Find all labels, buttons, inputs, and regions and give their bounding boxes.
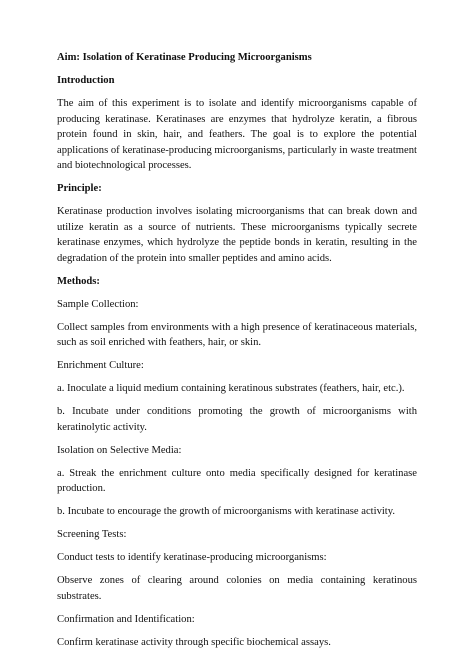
isolation-step-a: a. Streak the enrichment culture onto media specifically designed for keratinase production. <box>57 467 417 494</box>
isolation-step-b: b. Incubate to encourage the growth of microorganisms with keratinase activity. <box>57 506 396 517</box>
sample-collection-heading: Sample Collection: <box>57 298 139 310</box>
confirmation-paragraph: Confirm keratinase activity through specific biochemical assays. <box>57 636 331 648</box>
enrichment-step-b: b. Incubate under conditions promoting the growth of microorganisms with keratinolytic activity. <box>57 406 417 433</box>
enrichment-culture-heading: Enrichment Culture: <box>57 360 144 371</box>
methods-heading: Methods: <box>57 275 100 287</box>
principle-paragraph: Keratinase production involves isolating microorganisms that can break down and utilize keratin as a source of nutrients. These microorganisms typically secrete keratinase enzymes, which hydrolyze the peptide bonds in keratin, resulting in the degradation of the protein into smaller peptides and amino acids. <box>57 206 417 264</box>
introduction-paragraph: The aim of this experiment is to isolate and identify microorganisms capable of producing keratinase. Keratinases are enzymes that hydrolyze keratin, a fibrous protein found in skin, hair, and feathers. The goal is to explore the potential applications of keratinase-producing microorganisms, particularly in waste treatment and biotechnological processes. <box>57 98 417 171</box>
isolation-heading: Isolation on Selective Media: <box>57 444 182 456</box>
introduction-heading: Introduction <box>57 75 115 86</box>
document-title: Aim: Isolation of Keratinase Producing Microorganisms <box>57 52 312 63</box>
confirmation-heading: Confirmation and Identification: <box>57 613 195 625</box>
screening-paragraph-2: Observe zones of clearing around colonies on media containing keratinous substrates. <box>57 575 417 602</box>
principle-heading: Principle: <box>57 183 102 194</box>
enrichment-step-a: a. Inoculate a liquid medium containing keratinous substrates (feathers, hair, etc.). <box>57 383 405 394</box>
document-page <box>57 50 417 658</box>
screening-heading: Screening Tests: <box>57 529 127 540</box>
sample-collection-paragraph: Collect samples from environments with a high presence of keratinaceous materials, such as soil enriched with feathers, hair, or skin. <box>57 321 417 348</box>
screening-paragraph-1: Conduct tests to identify keratinase-producing microorganisms: <box>57 552 327 563</box>
